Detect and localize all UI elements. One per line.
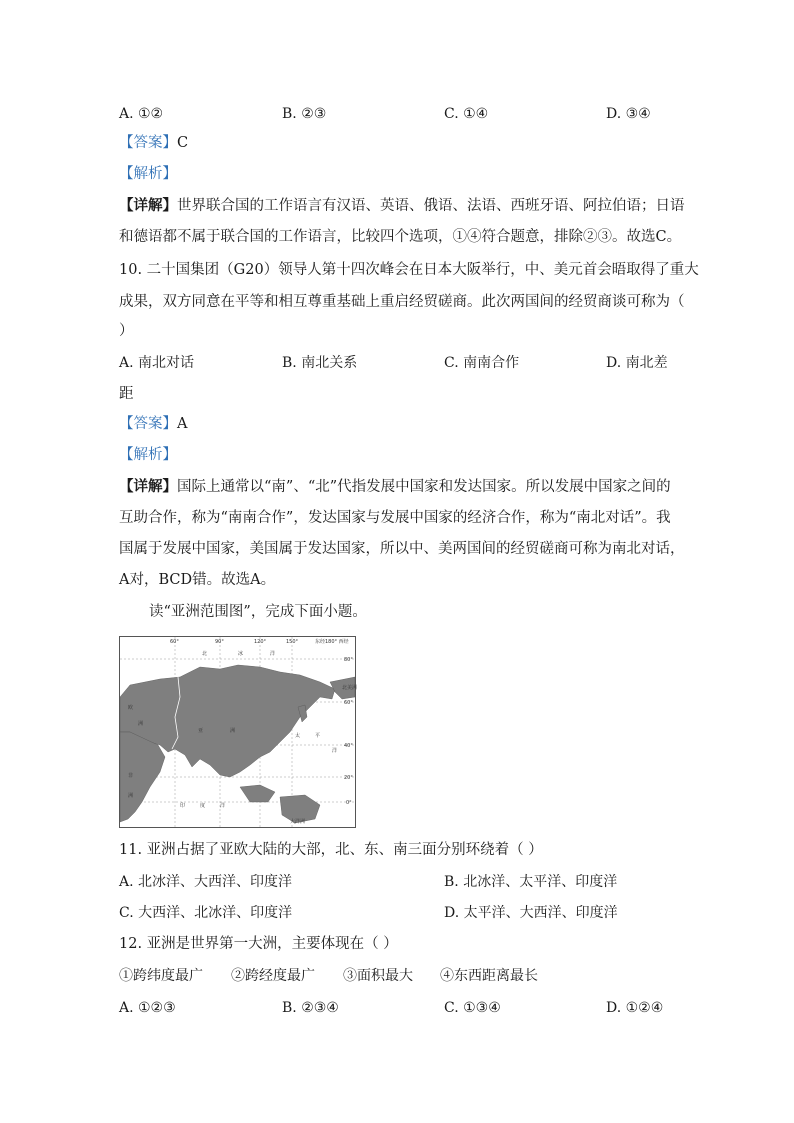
north-america-label: 北美洲 [342, 685, 358, 691]
answer-tag: 【答案】 [119, 416, 177, 432]
q12-statement-3: ③面积最大 [343, 968, 413, 984]
lon-label: 120° [254, 639, 267, 645]
detail-text: 国际上通常以“南”、“北”代指发展中国家和发达国家。所以发展中国家之间的 [177, 479, 671, 495]
lon-label: 90° [215, 639, 224, 645]
q12-option-d: D. ①②④ [606, 1000, 664, 1016]
europe-char-2: 洲 [138, 721, 144, 727]
lat-label: 60° [344, 700, 353, 706]
q12-statement-4: ④东西距离最长 [440, 968, 538, 984]
lat-label: 20° [344, 775, 353, 781]
q10-option-b: B. 南北关系 [282, 355, 358, 371]
lat-label: 0° [346, 800, 352, 806]
q10-option-a: A. 南北对话 [119, 355, 195, 371]
indian-char-2: 度 [200, 803, 206, 809]
q11-option-a: A. 北冰洋、大西洋、印度洋 [119, 874, 293, 890]
asia-range-map [119, 636, 356, 828]
q10-stem-line3: ） [119, 323, 134, 339]
indian-char-1: 印 [180, 803, 186, 809]
africa-char-2: 洲 [128, 793, 134, 799]
pacific-char-1: 太 [295, 733, 301, 739]
q12-stem: 12. 亚洲是世界第一大洲，主要体现在（ ） [119, 936, 398, 952]
arctic-char-3: 洋 [270, 651, 276, 657]
q10-stem-line2: 成果，双方同意在平等和相互尊重基础上重启经贸磋商。此次两国间的经贸商谈可称为（ [119, 294, 685, 310]
q9-detail-line1 [119, 196, 685, 216]
q10-detail-line1 [119, 477, 671, 497]
q10-option-d: D. 南北差 [606, 355, 668, 371]
q10-detail-line3: 国属于发展中国家，美国属于发达国家，所以中、美两国间的经贸磋商可称为南北对话， [119, 541, 685, 557]
q11-option-c: C. 大西洋、北冰洋、印度洋 [119, 905, 293, 921]
pacific-char-3: 洋 [332, 748, 338, 754]
q10-answer [119, 414, 187, 434]
q10-option-d-wrap: 距 [119, 386, 134, 402]
detail-text: 世界联合国的工作语言有汉语、英语、俄语、法语、西班牙语、阿拉伯语；日语 [177, 198, 685, 214]
europe-char-1: 欧 [128, 705, 134, 711]
q10-analysis-tag: 【解析】 [119, 447, 177, 463]
q9-answer [119, 133, 188, 153]
answer-value: C [177, 135, 189, 151]
lon-label: 150° [286, 639, 299, 645]
arctic-char-2: 冰 [238, 651, 244, 657]
q11-stem: 11. 亚洲占据了亚欧大陆的大部，北、东、南三面分别环绕着（ ） [119, 842, 543, 858]
q9-option-c: C. ①④ [444, 106, 489, 122]
q11-option-d: D. 太平洋、大西洋、印度洋 [444, 905, 618, 921]
q10-detail-line2: 互助合作，称为“南南合作”，发达国家与发展中国家的经济合作，称为“南北对话”。我 [119, 510, 671, 526]
q9-option-d: D. ③④ [606, 106, 651, 122]
q11-option-b: B. 北冰洋、太平洋、印度洋 [444, 874, 618, 890]
detail-tag: 【详解】 [119, 478, 177, 495]
q10-detail-line4: A对，BCD错。故选A。 [119, 572, 276, 588]
detail-tag: 【详解】 [119, 197, 177, 214]
q12-statement-2: ②跨经度最广 [231, 968, 315, 984]
q10-option-c: C. 南南合作 [444, 355, 520, 371]
q9-option-a: A. ①② [119, 106, 164, 122]
oceania-label: 大洋洲 [290, 819, 306, 825]
answer-tag: 【答案】 [119, 135, 177, 151]
q10-stem-line1: 10. 二十国集团（G20）领导人第十四次峰会在日本大阪举行，中、美元首会晤取得了重大 [119, 262, 699, 278]
q12-option-a: A. ①②③ [119, 1000, 176, 1016]
lat-label: 40° [344, 743, 353, 749]
lon-label: 东经180° 西经 [315, 639, 349, 645]
arctic-char-1: 北 [202, 651, 208, 657]
asia-char-2: 洲 [230, 728, 236, 734]
q9-detail-line2: 和德语都不属于联合国的工作语言，比较四个选项，①④符合题意，排除②③。故选C。 [119, 229, 682, 245]
map-intro: 读“亚洲范围图”，完成下面小题。 [149, 604, 367, 620]
asia-map-svg [120, 637, 358, 827]
q9-option-b: B. ②③ [282, 106, 327, 122]
africa-char-1: 非 [128, 773, 134, 779]
q12-statement-1: ①跨纬度最广 [119, 968, 203, 984]
q12-option-b: B. ②③④ [282, 1000, 339, 1016]
asia-char-1: 亚 [198, 728, 204, 734]
longitude-labels [170, 638, 349, 645]
lat-label: 80° [344, 657, 353, 663]
lon-label: 60° [170, 639, 179, 645]
indian-char-3: 洋 [220, 803, 226, 809]
q9-analysis-tag: 【解析】 [119, 166, 177, 182]
land-masses [120, 665, 358, 823]
pacific-char-2: 平 [315, 733, 321, 739]
answer-value: A [177, 416, 188, 432]
q12-option-c: C. ①③④ [444, 1000, 501, 1016]
